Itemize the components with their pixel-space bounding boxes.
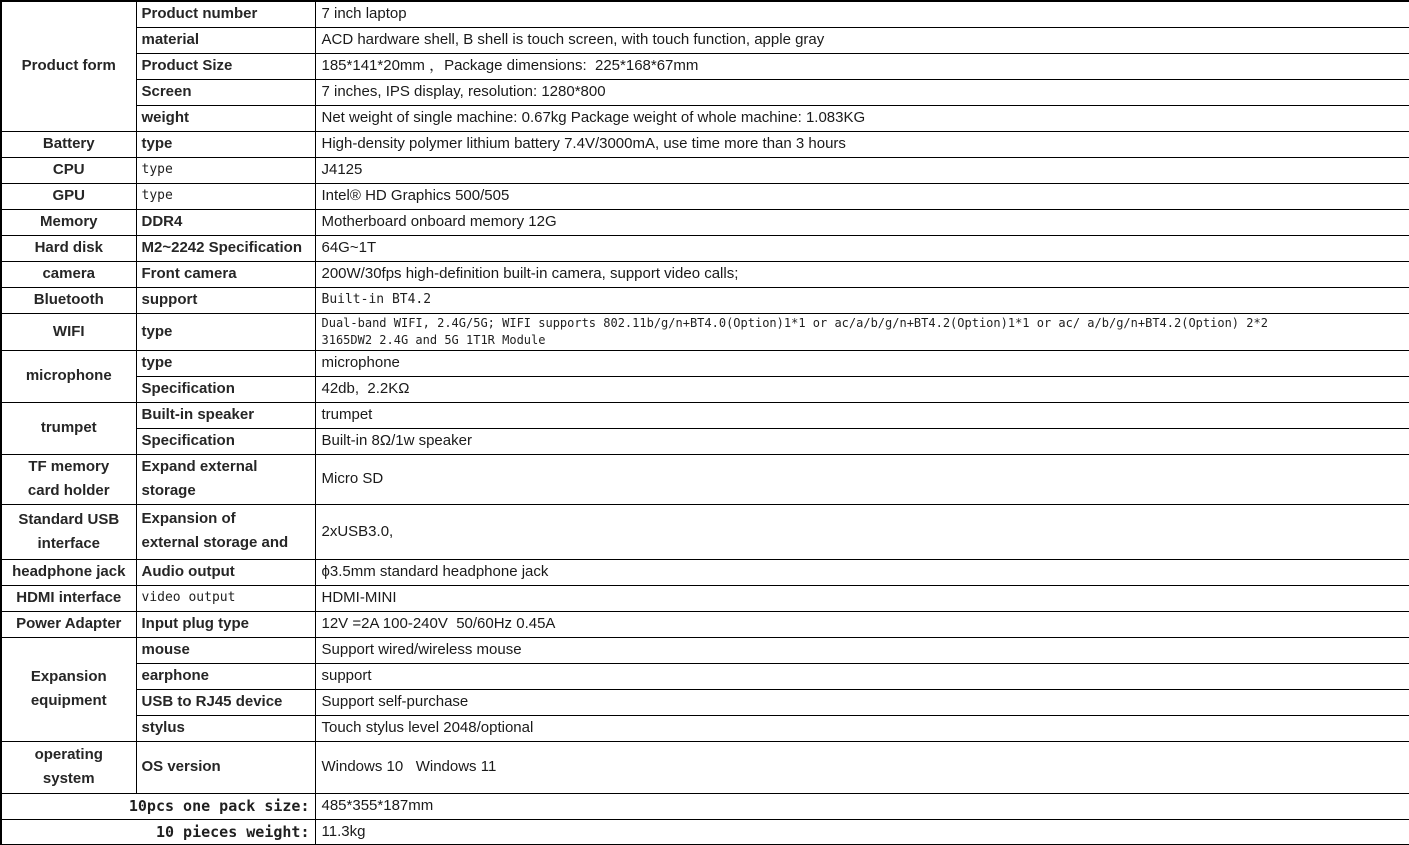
label-cell: Expand external storage bbox=[136, 454, 315, 504]
value-cell: 7 inch laptop bbox=[315, 1, 1409, 27]
value-cell: ACD hardware shell, B shell is touch screen, with touch function, apple gray bbox=[315, 27, 1409, 53]
value-cell: 185*141*20mm ，Package dimensions: 225*168*67mm bbox=[315, 53, 1409, 79]
value-cell: support bbox=[315, 663, 1409, 689]
value-cell: Intel® HD Graphics 500/505 bbox=[315, 183, 1409, 209]
table-row bbox=[1, 819, 1409, 845]
category-cell: operating system bbox=[1, 741, 136, 793]
table-row bbox=[1, 793, 1409, 819]
label-cell: DDR4 bbox=[136, 209, 315, 235]
value-cell: Motherboard onboard memory 12G bbox=[315, 209, 1409, 235]
label-cell: Front camera bbox=[136, 261, 315, 287]
merged-label-cell: 10pcs one pack size: bbox=[1, 793, 315, 819]
table-row bbox=[1, 585, 1409, 611]
table-row bbox=[1, 27, 1409, 53]
value-cell: Dual-band WIFI, 2.4G/5G; WIFI supports 802.11b/g/n+BT4.0(Option)1*1 or ac/a/b/g/n+BT4.2(Option)1*1 or ac/ a/b/g/n+BT4.2(Option) 2*2 3165DW2 2.4G and 5G 1T1R Module bbox=[315, 313, 1409, 350]
label-cell: mouse bbox=[136, 637, 315, 663]
label-cell: type bbox=[136, 157, 315, 183]
value-cell: 12V =2A 100-240V 50/60Hz 0.45A bbox=[315, 611, 1409, 637]
category-cell: GPU bbox=[1, 183, 136, 209]
label-cell: Specification bbox=[136, 376, 315, 402]
category-cell: Memory bbox=[1, 209, 136, 235]
table-row bbox=[1, 663, 1409, 689]
table-row bbox=[1, 559, 1409, 585]
category-cell: WIFI bbox=[1, 313, 136, 350]
label-cell: Product Size bbox=[136, 53, 315, 79]
value-cell: trumpet bbox=[315, 402, 1409, 428]
label-cell: support bbox=[136, 287, 315, 313]
table-row bbox=[1, 715, 1409, 741]
table-row bbox=[1, 637, 1409, 663]
table-row bbox=[1, 287, 1409, 313]
value-cell: 64G~1T bbox=[315, 235, 1409, 261]
value-cell: High-density polymer lithium battery 7.4V/3000mA, use time more than 3 hours bbox=[315, 131, 1409, 157]
table-row bbox=[1, 183, 1409, 209]
label-cell: Product number bbox=[136, 1, 315, 27]
table-row bbox=[1, 504, 1409, 559]
table-row bbox=[1, 402, 1409, 428]
table-row bbox=[1, 741, 1409, 793]
table-row bbox=[1, 79, 1409, 105]
label-cell: type bbox=[136, 183, 315, 209]
category-cell: camera bbox=[1, 261, 136, 287]
label-cell: video output bbox=[136, 585, 315, 611]
value-cell: ϕ3.5mm standard headphone jack bbox=[315, 559, 1409, 585]
table-row bbox=[1, 313, 1409, 350]
value-cell: Touch stylus level 2048/optional bbox=[315, 715, 1409, 741]
label-cell: Expansion of external storage and bbox=[136, 504, 315, 559]
label-cell: weight bbox=[136, 105, 315, 131]
value-cell: J4125 bbox=[315, 157, 1409, 183]
value-cell: 200W/30fps high-definition built-in camera, support video calls; bbox=[315, 261, 1409, 287]
label-cell: type bbox=[136, 313, 315, 350]
value-cell: Net weight of single machine: 0.67kg Package weight of whole machine: 1.083KG bbox=[315, 105, 1409, 131]
label-cell: M2~2242 Specification bbox=[136, 235, 315, 261]
label-cell: type bbox=[136, 131, 315, 157]
table-row bbox=[1, 1, 1409, 27]
category-cell: microphone bbox=[1, 350, 136, 402]
table-row bbox=[1, 53, 1409, 79]
category-cell: trumpet bbox=[1, 402, 136, 454]
table-row bbox=[1, 209, 1409, 235]
value-cell: Built-in BT4.2 bbox=[315, 287, 1409, 313]
label-cell: material bbox=[136, 27, 315, 53]
table-row bbox=[1, 376, 1409, 402]
label-cell: Audio output bbox=[136, 559, 315, 585]
table-row bbox=[1, 157, 1409, 183]
category-cell: HDMI interface bbox=[1, 585, 136, 611]
value-cell: Windows 10 Windows 11 bbox=[315, 741, 1409, 793]
value-cell: 2xUSB3.0, bbox=[315, 504, 1409, 559]
value-cell: 7 inches, IPS display, resolution: 1280*800 bbox=[315, 79, 1409, 105]
label-cell: type bbox=[136, 350, 315, 376]
value-cell: 42db, 2.2KΩ bbox=[315, 376, 1409, 402]
merged-label-cell: 10 pieces weight: bbox=[1, 819, 315, 845]
label-cell: Built-in speaker bbox=[136, 402, 315, 428]
label-cell: Specification bbox=[136, 428, 315, 454]
value-cell: Support self-purchase bbox=[315, 689, 1409, 715]
category-cell: Power Adapter bbox=[1, 611, 136, 637]
table-row bbox=[1, 611, 1409, 637]
category-cell: Bluetooth bbox=[1, 287, 136, 313]
value-cell: microphone bbox=[315, 350, 1409, 376]
value-cell: Support wired/wireless mouse bbox=[315, 637, 1409, 663]
label-cell: Input plug type bbox=[136, 611, 315, 637]
spec-table-body bbox=[1, 1, 1409, 845]
value-cell: Built-in 8Ω/1w speaker bbox=[315, 428, 1409, 454]
value-cell: 485*355*187mm bbox=[315, 793, 1409, 819]
value-cell: HDMI-MINI bbox=[315, 585, 1409, 611]
table-row bbox=[1, 689, 1409, 715]
table-row bbox=[1, 105, 1409, 131]
label-cell: OS version bbox=[136, 741, 315, 793]
category-cell: headphone jack bbox=[1, 559, 136, 585]
table-row bbox=[1, 131, 1409, 157]
label-cell: Screen bbox=[136, 79, 315, 105]
category-cell: Product form bbox=[1, 1, 136, 131]
category-cell: Hard disk bbox=[1, 235, 136, 261]
category-cell: Standard USB interface bbox=[1, 504, 136, 559]
label-cell: stylus bbox=[136, 715, 315, 741]
label-cell: earphone bbox=[136, 663, 315, 689]
table-row bbox=[1, 428, 1409, 454]
value-cell: 11.3kg bbox=[315, 819, 1409, 845]
label-cell: USB to RJ45 device bbox=[136, 689, 315, 715]
table-row bbox=[1, 350, 1409, 376]
value-cell: Micro SD bbox=[315, 454, 1409, 504]
table-row bbox=[1, 454, 1409, 504]
table-row bbox=[1, 235, 1409, 261]
category-cell: CPU bbox=[1, 157, 136, 183]
category-cell: Expansion equipment bbox=[1, 637, 136, 741]
table-row bbox=[1, 261, 1409, 287]
category-cell: TF memory card holder bbox=[1, 454, 136, 504]
category-cell: Battery bbox=[1, 131, 136, 157]
